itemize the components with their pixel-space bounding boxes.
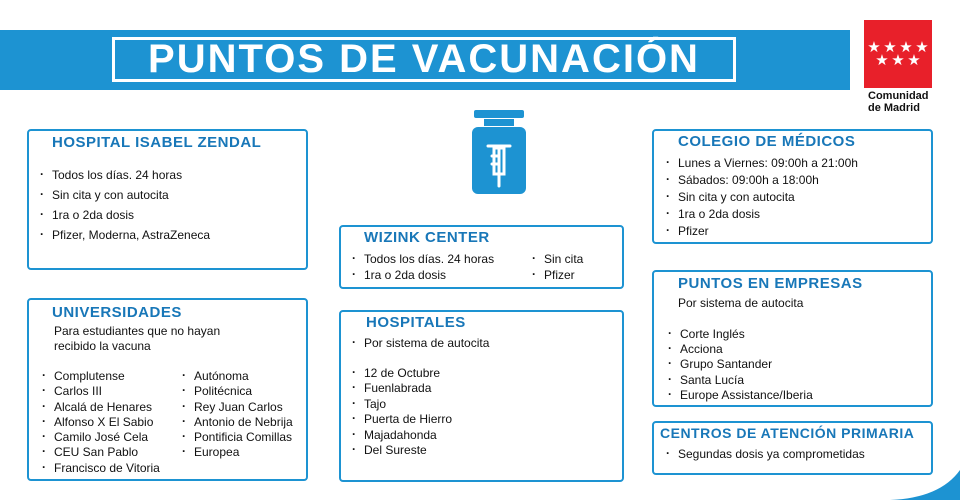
- vaccine-vial-icon: [470, 110, 528, 194]
- list-item: · 1ra o 2da dosis: [664, 206, 858, 223]
- page-title: PUNTOS DE VACUNACIÓN: [148, 37, 700, 81]
- list-item: · Fuenlabrada: [350, 381, 452, 396]
- empresas-title: PUNTOS EN EMPRESAS: [678, 275, 863, 292]
- logo-text-line2: de Madrid: [868, 102, 920, 114]
- list-item: · Todos los días. 24 horas: [38, 165, 210, 185]
- list-item: · Rey Juan Carlos: [180, 400, 293, 415]
- zendal-list: [38, 165, 210, 245]
- list-item: · Todos los días. 24 horas: [350, 251, 494, 267]
- list-item: · Complutense: [40, 369, 160, 384]
- star-icon: ★: [867, 39, 881, 56]
- list-item: · Sábados: 09:00h a 18:00h: [664, 172, 858, 189]
- list-item: · Santa Lucía: [666, 373, 813, 388]
- list-item: · Sin cita y con autocita: [38, 185, 210, 205]
- list-item: · Europea: [180, 445, 293, 460]
- list-item: · 1ra o 2da dosis: [38, 205, 210, 225]
- medicos-title: COLEGIO DE MÉDICOS: [678, 133, 856, 150]
- corner-decoration: [890, 470, 960, 500]
- list-item: · Puerta de Hierro: [350, 412, 452, 427]
- universidades-subtitle-2: recibido la vacuna: [54, 339, 151, 353]
- list-item: · 12 de Octubre: [350, 366, 452, 381]
- star-icon: ★: [899, 39, 913, 56]
- list-item: · Acciona: [666, 342, 813, 357]
- logo-text-line1: Comunidad: [868, 90, 929, 102]
- list-item: · CEU San Pablo: [40, 445, 160, 460]
- list-item: · Del Sureste: [350, 443, 452, 458]
- list-item: · Grupo Santander: [666, 357, 813, 372]
- primaria-title: CENTROS DE ATENCIÓN PRIMARIA: [660, 425, 915, 441]
- title-box: [112, 37, 736, 82]
- list-item: · Por sistema de autocita: [350, 336, 489, 351]
- list-item: · Politécnica: [180, 384, 293, 399]
- star-icon: ★: [907, 52, 921, 69]
- list-item: · Pfizer: [664, 223, 858, 240]
- hospitales-intro: [350, 336, 489, 351]
- star-icon: ★: [883, 39, 897, 56]
- list-item: · Europe Assistance/Iberia: [666, 388, 813, 403]
- list-item: · Pontificia Comillas: [180, 430, 293, 445]
- wizink-list-1: [350, 251, 494, 283]
- list-item: · Pfizer, Moderna, AstraZeneca: [38, 225, 210, 245]
- list-item: · Sin cita y con autocita: [664, 189, 858, 206]
- list-item: · Alfonso X El Sabio: [40, 415, 160, 430]
- wizink-title: WIZINK CENTER: [364, 229, 490, 246]
- empresas-subtitle: Por sistema de autocita: [678, 296, 804, 310]
- list-item: · Tajo: [350, 397, 452, 412]
- list-item: · Lunes a Viernes: 09:00h a 21:00h: [664, 155, 858, 172]
- empresas-list: [666, 327, 813, 403]
- hospitales-title: HOSPITALES: [366, 314, 466, 331]
- hospitales-list: [350, 366, 452, 458]
- star-icon: ★: [891, 52, 905, 69]
- universidades-title: UNIVERSIDADES: [52, 304, 182, 321]
- list-item: · Majadahonda: [350, 428, 452, 443]
- list-item: · Camilo José Cela: [40, 430, 160, 445]
- list-item: · Antonio de Nebrija: [180, 415, 293, 430]
- universidades-list-2: [180, 369, 293, 461]
- list-item: · Francisco de Vitoria: [40, 461, 160, 476]
- comunidad-madrid-logo: [864, 20, 932, 88]
- list-item: · Sin cita: [530, 251, 583, 267]
- list-item: · Carlos III: [40, 384, 160, 399]
- wizink-list-2: [530, 251, 583, 283]
- list-item: · 1ra o 2da dosis: [350, 267, 494, 283]
- star-icon: ★: [875, 52, 889, 69]
- star-icon: ★: [915, 39, 929, 56]
- universidades-subtitle-1: Para estudiantes que no hayan: [54, 324, 221, 338]
- medicos-list: [664, 155, 858, 240]
- list-item: · Corte Inglés: [666, 327, 813, 342]
- list-item: · Autónoma: [180, 369, 293, 384]
- list-item: · Pfizer: [530, 267, 583, 283]
- zendal-title: HOSPITAL ISABEL ZENDAL: [52, 134, 262, 151]
- list-item: · Alcalá de Henares: [40, 400, 160, 415]
- list-item: · Segundas dosis ya comprometidas: [664, 447, 865, 462]
- primaria-list: [664, 447, 865, 462]
- universidades-list-1: [40, 369, 160, 476]
